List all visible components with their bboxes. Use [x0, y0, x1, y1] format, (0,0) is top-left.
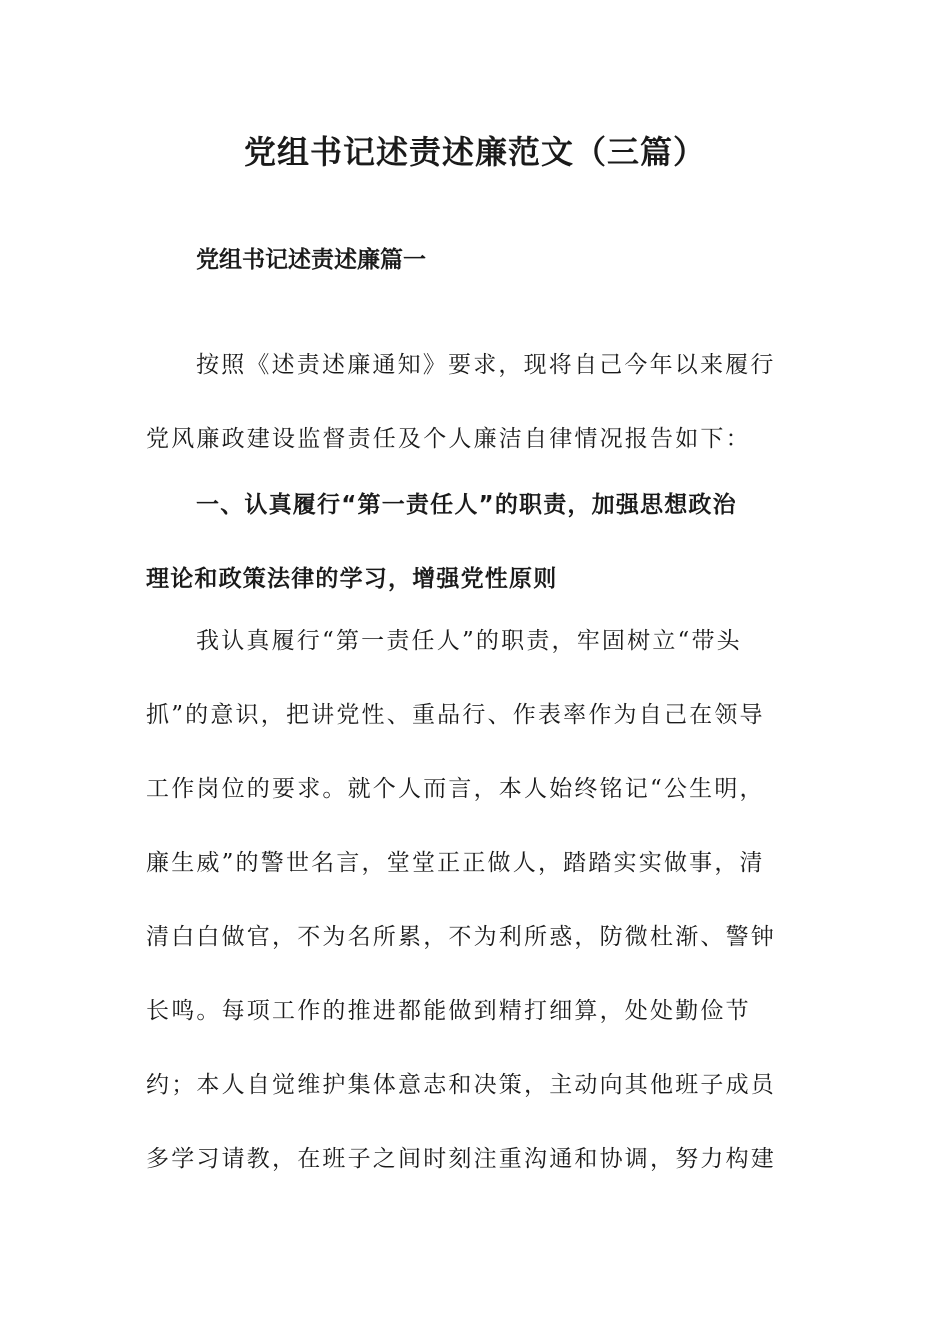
paragraph-2	[146, 604, 786, 1196]
section-heading: 党组书记述责述廉篇一	[196, 247, 426, 273]
document-title: 党组书记述责述廉范文（三篇）	[243, 133, 706, 171]
paragraph-line: 党风廉政建设监督责任及个人廉洁自律情况报告如下：	[146, 426, 751, 452]
heading-line: 一、认真履行“第一责任人”的职责，加强思想政治	[196, 492, 737, 518]
paragraph-1	[146, 328, 786, 476]
paragraph-line: 约；本人自觉维护集体意志和决策，主动向其他班子成员	[146, 1072, 776, 1098]
paragraph-line: 长鸣。每项工作的推进都能做到精打细算，处处勤俭节	[146, 998, 751, 1024]
paragraph-line: 多学习请教，在班子之间时刻注重沟通和协调，努力构建	[146, 1146, 776, 1172]
paragraph-line: 清白白做官，不为名所累，不为利所惑，防微杜渐、警钟	[146, 924, 776, 950]
paragraph-line: 抓”的意识，把讲党性、重品行、作表率作为自己在领导	[146, 702, 765, 728]
paragraph-line: 我认真履行“第一责任人”的职责，牢固树立“带头	[196, 628, 742, 654]
paragraph-line: 廉生威”的警世名言，堂堂正正做人，踏踏实实做事，清	[146, 850, 765, 876]
heading-line: 理论和政策法律的学习，增强党性原则	[146, 566, 558, 592]
paragraph-line: 按照《述责述廉通知》要求，现将自己今年以来履行	[196, 352, 776, 378]
heading-1	[146, 468, 786, 616]
paragraph-line: 工作岗位的要求。就个人而言，本人始终铭记“公生明，	[146, 776, 765, 802]
